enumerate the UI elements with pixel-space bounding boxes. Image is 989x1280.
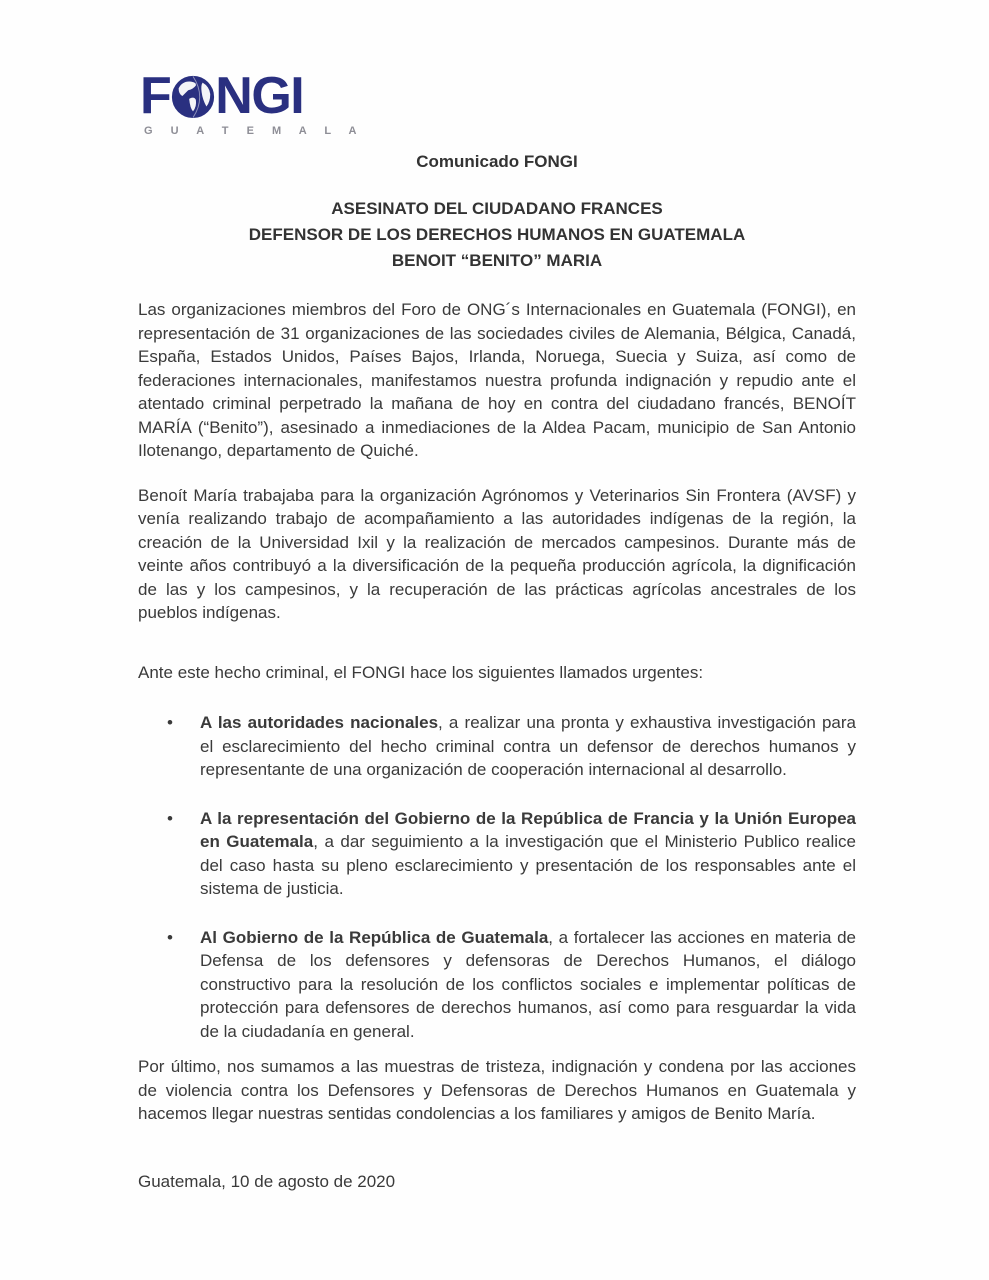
list-item-france-eu-representation [200, 807, 856, 901]
bullet-rest-text: , a fortalecer las acciones en materia de Defensa de los defensores y defensoras de Derechos Humanos, el diálogo constructivo para la resolución de los conflictos sociales e implementar políticas de protección para defensores de derechos humanos, así como para resguardar la vida de la ciudadanía en general. [200, 927, 856, 1041]
document-content [138, 152, 856, 1192]
document-title [138, 196, 856, 274]
bullet-rest-text: , a realizar una pronta y exhaustiva investigación para el esclarecimiento del hecho criminal contra un defensor de derechos humanos y representante de una organización de cooperación internacional al desarrollo. [200, 713, 856, 779]
communique-heading: Comunicado FONGI [416, 152, 578, 171]
fongi-logo [140, 67, 364, 137]
document-title-line-2: DEFENSOR DE LOS DERECHOS HUMANOS EN GUATEMALA [248, 225, 746, 244]
date-line: Guatemala, 10 de agosto de 2020 [138, 1171, 396, 1191]
logo-guatemala-label: G U A T E M A L A [144, 125, 364, 137]
document-title-line-1: ASESINATO DEL CIUDADANO FRANCES [331, 199, 663, 218]
paragraph-urgent-calls-intro: Ante este hecho criminal, el FONGI hace los siguientes llamados urgentes: [138, 662, 704, 682]
bullet-rest-text: , a dar seguimiento a la investigación que el Ministerio Publico realice del caso hasta su pleno esclarecimiento y presentación de los responsables ante el sistema de justicia. [200, 832, 856, 898]
bullet-lead-text: Al Gobierno de la República de Guatemala [200, 927, 549, 947]
paragraph-benoit-work: Benoít María trabajaba para la organización Agrónomos y Veterinarios Sin Frontera (AVSF) y venía realizando trabajo de acompañamiento a las autoridades indígenas de la región, la creación de la Universidad Ixil y la realización de mercados campesinos. Durante más de veinte años contribuyó a la diversificación de la pequeña producción agrícola, la dignificación de las y los campesinos, y la recuperación de las prácticas agrícolas ancestrales de los pueblos indígenas. [138, 485, 856, 622]
logo-letter-f: F [140, 67, 171, 125]
urgent-calls-list [138, 711, 856, 1043]
logo-letters-ngi: NGI [215, 67, 304, 125]
paragraph-condolences: Por último, nos sumamos a las muestras de tristeza, indignación y condena por las acciones de violencia contra los Defensores y Defensoras de Derechos Humanos en Guatemala y hacemos llegar nuestras sentidas condolencias a los familiares y amigos de Benito María. [138, 1057, 856, 1123]
list-item-guatemala-government [200, 926, 856, 1044]
bullet-lead-text: A la representación del Gobierno de la República de Francia y la Unión Europea en Guatemala [200, 808, 856, 851]
globe-icon [170, 73, 216, 119]
bullet-lead-text: A las autoridades nacionales [200, 713, 439, 732]
fongi-logo-wordmark [140, 67, 304, 125]
paragraph-organizations: Las organizaciones miembros del Foro de ONG´s Internacionales en Guatemala (FONGI), en representación de 31 organizaciones de las sociedades civiles de Alemania, Bélgica, Canadá, España, Estados Unidos, Países Bajos, Irlanda, Noruega, Suecia y Suiza, así como de federaciones internacionales, manifestamos nuestra profunda indignación y repudio ante el atentado criminal perpetrado la mañana de hoy en contra del ciudadano francés, BENOÍT MARÍA (“Benito”), asesinado a inmediaciones de la Aldea Pacam, municipio de San Antonio Ilotenango, departamento de Quiché. [138, 300, 856, 460]
document-title-line-3: BENOIT “BENITO” MARIA [391, 251, 603, 270]
list-item-national-authorities [200, 711, 856, 782]
